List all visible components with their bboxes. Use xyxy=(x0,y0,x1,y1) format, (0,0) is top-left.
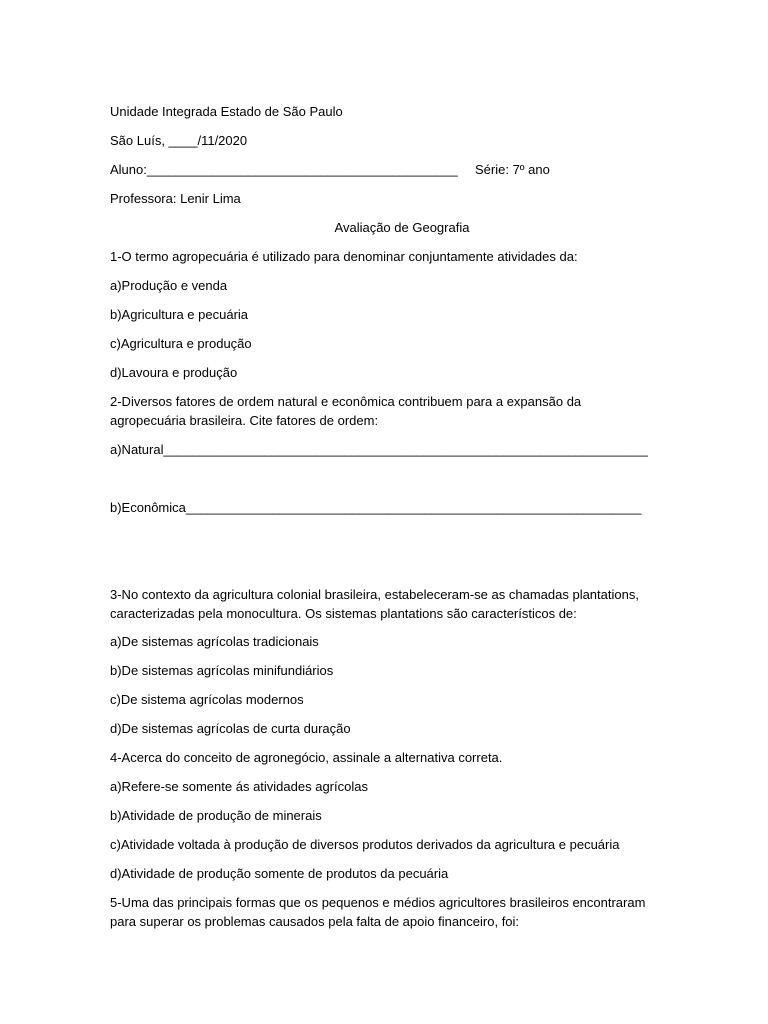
grade-label: Série: 7º ano xyxy=(475,162,550,177)
q3-option-a: a)De sistemas agrícolas tradicionais xyxy=(110,634,319,649)
school-name: Unidade Integrada Estado de São Paulo xyxy=(110,104,343,119)
question-5-line-2: para superar os problemas causados pela falta de apoio financeiro, foi: xyxy=(110,914,520,929)
city-date: São Luís, ____/11/2020 xyxy=(110,133,248,148)
question-3-line-2: caracterizadas pela monocultura. Os sistemas plantations são característicos de: xyxy=(110,606,577,621)
question-3-line-1: 3-No contexto da agricultura colonial brasileira, estabeleceram-se as chamadas plantations, xyxy=(110,587,639,602)
question-2-line-2: agropecuária brasileira. Cite fatores de ordem: xyxy=(110,413,379,428)
q1-option-a: a)Produção e venda xyxy=(110,278,228,293)
q4-option-b: b)Atividade de produção de minerais xyxy=(110,808,322,823)
q4-option-a: a)Refere-se somente ás atividades agrícolas xyxy=(110,779,368,794)
q1-option-b: b)Agricultura e pecuária xyxy=(110,307,249,322)
exam-title: Avaliação de Geografia xyxy=(334,220,470,235)
question-1: 1-O termo agropecuária é utilizado para denominar conjuntamente atividades da: xyxy=(110,249,578,264)
q1-option-c: c)Agricultura e produção xyxy=(110,336,252,351)
q4-option-d: d)Atividade de produção somente de produtos da pecuária xyxy=(110,866,449,881)
q2-answer-economic[interactable]: b)Econômica_______________________________________________________________ xyxy=(110,500,642,515)
student-name-field[interactable]: Aluno:___________________________________________ xyxy=(110,162,458,177)
teacher-name: Professora: Lenir Lima xyxy=(110,191,241,206)
q3-option-b: b)De sistemas agrícolas minifundiários xyxy=(110,663,334,678)
question-2-line-1: 2-Diversos fatores de ordem natural e econômica contribuem para a expansão da xyxy=(110,394,582,409)
question-5-line-1: 5-Uma das principais formas que os pequenos e médios agricultores brasileiros encontraram xyxy=(110,895,646,910)
q3-option-c: c)De sistema agrícolas modernos xyxy=(110,692,304,707)
question-4: 4-Acerca do conceito de agronegócio, assinale a alternativa correta. xyxy=(110,750,503,765)
q3-option-d: d)De sistemas agrícolas de curta duração xyxy=(110,721,351,736)
student-grade-line xyxy=(110,161,694,179)
q1-option-d: d)Lavoura e produção xyxy=(110,365,238,380)
q2-answer-natural[interactable]: a)Natural___________________________________________________________________ xyxy=(110,442,648,457)
q4-option-c: c)Atividade voltada à produção de diversos produtos derivados da agricultura e pecuária xyxy=(110,837,620,852)
